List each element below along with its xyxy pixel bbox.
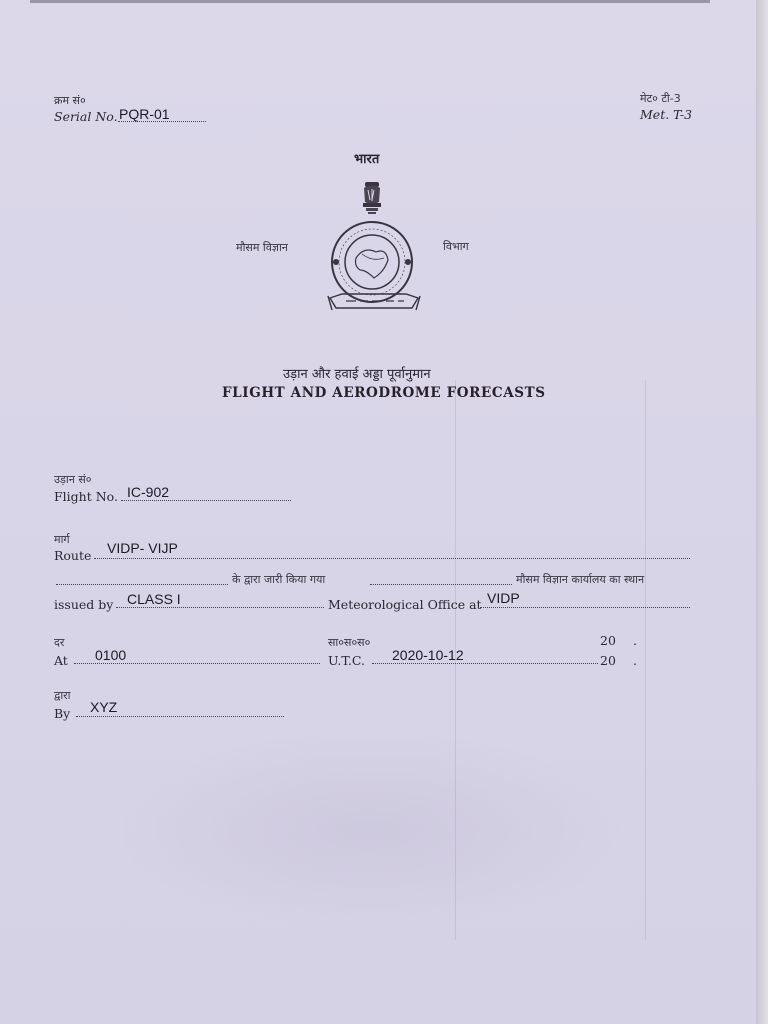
year-dot: . <box>633 653 637 668</box>
at-value[interactable]: 0100 <box>95 647 127 663</box>
utc-hindi: सा०स०स० <box>328 636 371 649</box>
date-value[interactable]: 2020-10-12 <box>392 647 464 663</box>
by-value[interactable]: XYZ <box>90 699 118 715</box>
country-hindi: भारत <box>354 152 380 167</box>
at-dotted-line <box>74 663 320 664</box>
flight-label: Flight No. <box>54 489 118 504</box>
dept-left-hindi: मौसम विज्ञान <box>236 241 288 254</box>
office-hindi-dotted-line <box>370 584 512 585</box>
serial-value[interactable]: PQR-01 <box>119 106 170 122</box>
by-dotted-line <box>76 716 284 717</box>
issued-dotted-line <box>116 607 324 608</box>
serial-hindi: क्रम सं० <box>54 94 86 107</box>
office-dotted-line <box>480 607 690 608</box>
bleed-through-shadow <box>110 730 630 930</box>
page-edge <box>756 0 768 1024</box>
by-hindi: द्वारा <box>54 689 71 702</box>
route-label: Route <box>54 548 92 563</box>
route-dotted-line <box>94 558 690 559</box>
issued-hindi-dotted-line <box>56 584 228 585</box>
year-prefix: 20 <box>600 653 616 668</box>
office-label: Meteorological Office at <box>328 597 482 612</box>
year-prefix-hindi-row: 20 <box>600 633 616 648</box>
at-label: At <box>54 653 68 668</box>
form-code: Met. T-3 <box>640 107 693 122</box>
issued-hindi: के द्वारा जारी किया गया <box>232 573 326 586</box>
ashoka-emblem-icon <box>358 180 386 220</box>
issued-label: issued by <box>54 597 114 612</box>
date-dotted-line <box>372 663 598 664</box>
office-hindi: मौसम विज्ञान कार्यालय का स्थान <box>516 573 645 586</box>
flight-dotted-line <box>121 500 291 501</box>
form-code-hindi: मेट० टी-3 <box>640 92 681 105</box>
route-value[interactable]: VIDP- VIJP <box>107 540 178 556</box>
dept-right-hindi: विभाग <box>443 240 469 253</box>
bleed-through-line <box>645 380 646 940</box>
year-dot: . <box>633 633 637 648</box>
title-hindi: उड़ान और हवाई अड्डा पूर्वानुमान <box>283 367 431 382</box>
utc-label: U.T.C. <box>328 653 365 668</box>
issued-value[interactable]: CLASS I <box>127 591 181 607</box>
by-label: By <box>54 706 71 721</box>
top-strip <box>30 0 710 3</box>
serial-label: Serial No. <box>54 109 118 124</box>
imd-seal-icon <box>326 218 422 322</box>
flight-value[interactable]: IC-902 <box>127 484 170 500</box>
title-english: FLIGHT AND AERODROME FORECASTS <box>222 385 546 401</box>
at-hindi: दर <box>54 636 65 649</box>
office-value[interactable]: VIDP <box>487 590 520 606</box>
flight-hindi: उड़ान सं० <box>54 473 92 486</box>
route-hindi: मार्ग <box>54 533 70 546</box>
